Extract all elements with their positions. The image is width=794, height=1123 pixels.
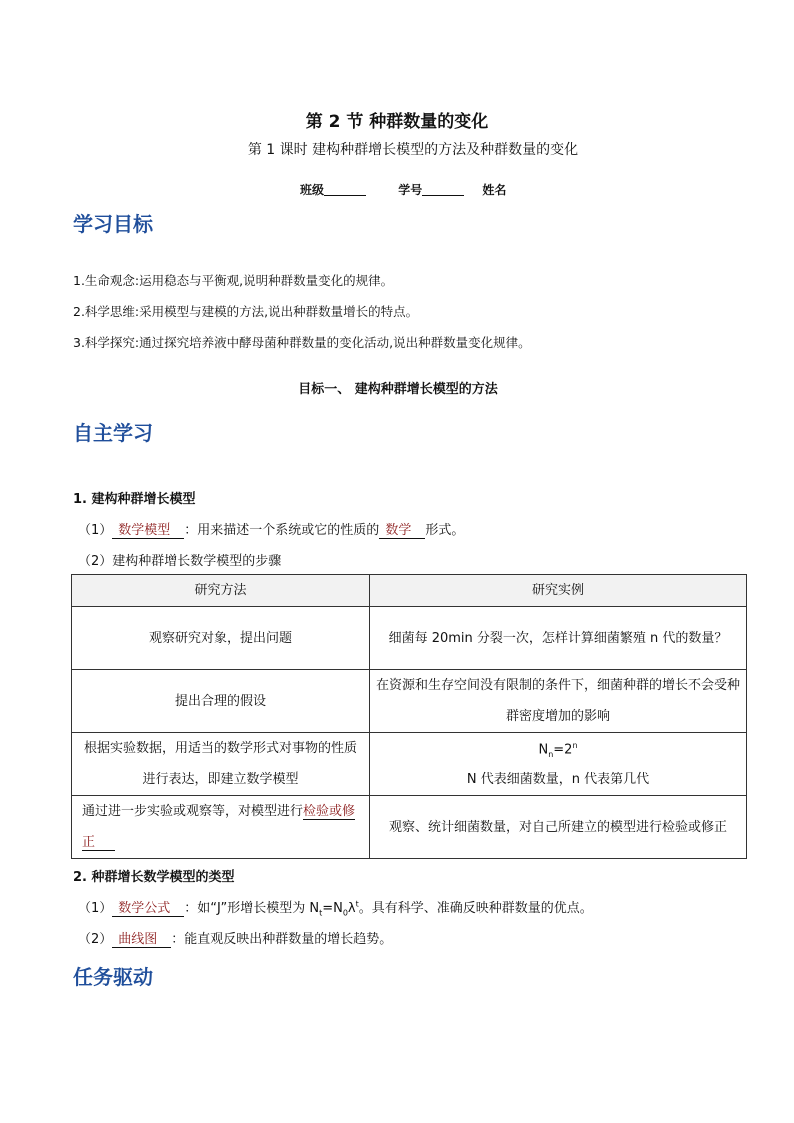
page-title: 第 2 节 种群数量的变化 xyxy=(305,112,489,132)
student-info-line xyxy=(300,181,506,198)
page-subtitle: 第 1 课时 建构种群增长模型的方法及种群数量的变化 xyxy=(247,142,579,158)
number-label: 学号 xyxy=(398,183,423,197)
goal-item-1: 1.生命观念:运用稳态与平衡观,说明种群数量变化的规律。 xyxy=(73,273,394,288)
item-text: ：用来描述一个系统或它的性质的 xyxy=(184,523,380,538)
formula: $N_n=2^n$ xyxy=(538,740,578,759)
answer-blank-curve[interactable]: 曲线图 xyxy=(112,932,171,948)
model-steps-table xyxy=(71,574,747,859)
section-task-drive: 任务驱动 xyxy=(73,965,153,989)
table-cell: 观察、统计细菌数量，对自己所建立的模型进行检验或修正 xyxy=(370,796,747,859)
table-cell: 根据实验数据，用适当的数学形式对事物的性质进行表达，即建立数学模型 xyxy=(72,733,370,796)
part2-heading: 2. 种群增长数学模型的类型 xyxy=(73,870,235,885)
class-blank[interactable] xyxy=(324,183,366,196)
part2-item1: （1） 数学公式 ：如“J”形增长模型为 $N_t=N_0\lambda^t$。具有科学、准确反映种群数量的优点。 xyxy=(78,899,593,918)
goal-item-3: 3.科学探究:通过探究培养液中酵母菌种群数量的变化活动,说出种群数量变化规律。 xyxy=(73,335,531,350)
part1-heading: 1. 建构种群增长模型 xyxy=(73,492,196,507)
table-header-row xyxy=(72,575,747,607)
table-cell: 在资源和生存空间没有限制的条件下，细菌种群的增长不会受种群密度增加的影响 xyxy=(370,670,747,733)
item-number: （1） xyxy=(78,523,113,538)
table-row xyxy=(72,796,747,859)
answer-blank-math[interactable]: 数学 xyxy=(379,523,425,539)
table-header: 研究方法 xyxy=(72,575,370,607)
table-row xyxy=(72,670,747,733)
table-cell: 提出合理的假设 xyxy=(72,670,370,733)
item-number: （2） xyxy=(78,932,113,947)
section-self-study: 自主学习 xyxy=(73,421,153,445)
answer-blank-math-model[interactable]: 数学模型 xyxy=(112,523,184,539)
table-row xyxy=(72,607,747,670)
section-learning-goals: 学习目标 xyxy=(73,212,153,236)
part1-item1 xyxy=(78,519,464,538)
formula-explanation: N 代表细菌数量，n 代表第几代 xyxy=(466,772,650,788)
number-blank[interactable] xyxy=(422,183,464,196)
table-header: 研究实例 xyxy=(370,575,747,607)
cell-text: 通过进一步实验或观察等，对模型进行 xyxy=(82,804,304,819)
name-label: 姓名 xyxy=(482,183,507,197)
answer-blank-verify[interactable]: 检验或修正 xyxy=(82,804,356,850)
table-row xyxy=(72,733,747,796)
item-text: ：能直观反映出种群数量的增长趋势。 xyxy=(171,932,393,947)
item-number: （1） xyxy=(78,901,113,916)
table-cell xyxy=(72,796,370,859)
goal-item-2: 2.科学思维:采用模型与建模的方法,说出种群数量增长的特点。 xyxy=(73,304,419,319)
part2-item2 xyxy=(78,928,392,947)
class-label: 班级 xyxy=(300,183,325,197)
answer-blank-formula[interactable]: 数学公式 xyxy=(112,901,184,917)
table-cell: 细菌每 20min 分裂一次，怎样计算细菌繁殖 n 代的数量？ xyxy=(370,607,747,670)
table-cell: 观察研究对象，提出问题 xyxy=(72,607,370,670)
target-one-heading: 目标一、 建构种群增长模型的方法 xyxy=(298,382,498,397)
table-cell xyxy=(370,733,747,796)
part1-item2: （2）建构种群增长数学模型的步骤 xyxy=(78,554,282,569)
item-text: 形式。 xyxy=(425,523,465,538)
